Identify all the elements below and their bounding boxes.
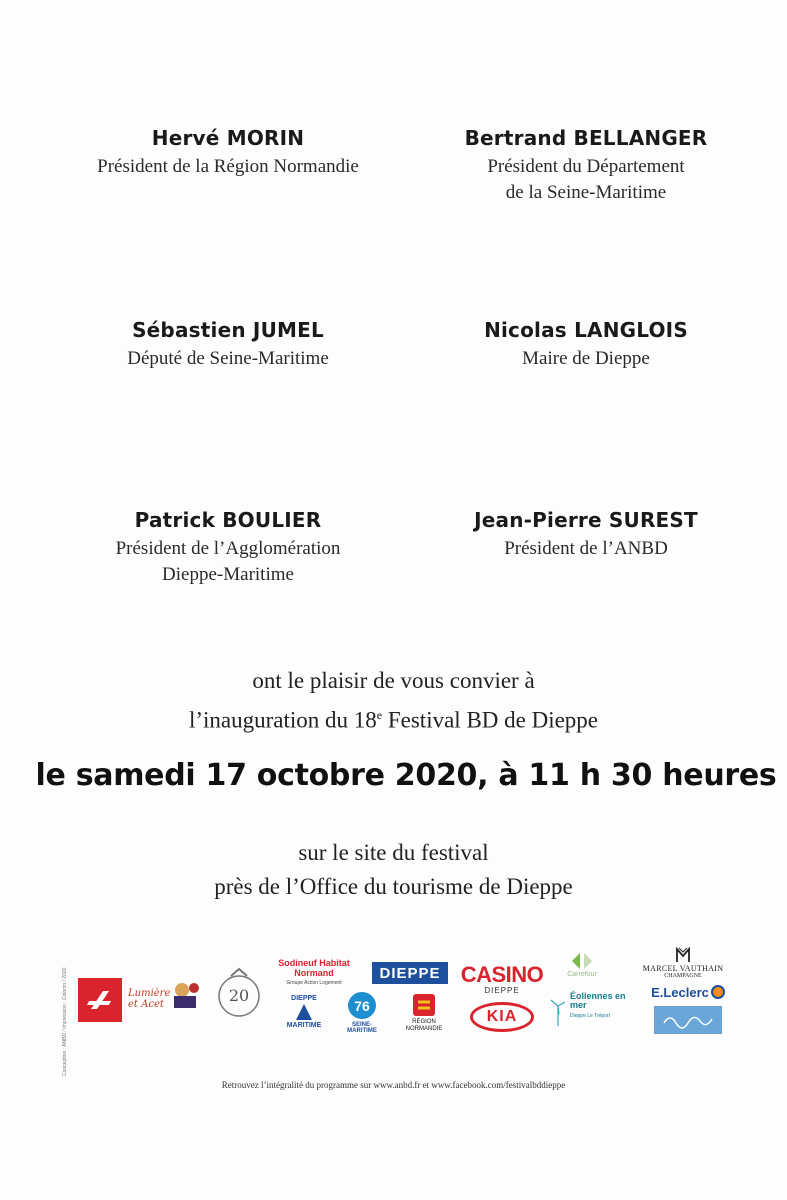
casino-logo — [460, 960, 544, 998]
organizer-bellanger — [416, 126, 756, 206]
sodineuf-label: Sodineuf Habitat Normand — [278, 958, 350, 978]
organizer-title: Président de l’ANBD — [504, 538, 668, 559]
venue-text — [0, 836, 787, 904]
invitation-line-1: ont le plaisir de vous convier à — [252, 668, 535, 693]
lumiere-logo — [128, 976, 202, 1022]
invitation-line-2-start: l’inauguration du 18 — [188, 707, 377, 733]
leclerc-badge — [711, 985, 725, 999]
vauthain-label: MARCEL VAUTHAIN — [642, 963, 724, 973]
lions-icon — [416, 998, 432, 1012]
leclerc-label: E.Leclerc — [651, 984, 709, 1000]
carrefour-logo — [558, 946, 606, 982]
invitation-line-2 — [0, 698, 787, 738]
invitation-line-2-end: Festival BD de Dieppe — [382, 707, 599, 733]
carrefour-label: Carrefour — [567, 970, 597, 978]
organizer-title: Maire de Dieppe — [522, 348, 650, 369]
caisse-epargne-logo — [78, 978, 122, 1022]
twenty-years-logo — [213, 966, 265, 1018]
dept-number: 76 — [354, 997, 370, 1014]
organizer-name: Bertrand BELLANGER — [464, 126, 708, 150]
ordinal-suffix: e — [376, 708, 383, 722]
venue-line-1: sur le site du festival — [298, 840, 489, 865]
windsor-script-icon — [660, 1011, 716, 1029]
ville-dieppe-label: DIEPPE — [379, 964, 441, 982]
eoliennes-label: Éoliennes en mer — [570, 991, 626, 1010]
organizer-surest — [416, 508, 756, 562]
lumiere-label: Lumière et Acet — [128, 988, 171, 1010]
dieppe-label: DIEPPE — [291, 995, 317, 1002]
dieppe-maritime-logo — [284, 990, 324, 1034]
kia-logo — [470, 1002, 534, 1032]
organizer-title: Président de la Région Normandie — [97, 156, 359, 177]
venue-line-2: près de l’Office du tourisme de Dieppe — [214, 874, 573, 899]
casino-label: CASINO — [460, 961, 544, 987]
eoliennes-sub: Dieppe Le Tréport — [570, 1013, 611, 1019]
region-normandie-logo — [398, 992, 450, 1034]
organizer-name: Sébastien JUMEL — [132, 318, 324, 342]
maritime-label: MARITIME — [286, 1022, 322, 1029]
organizer-name: Jean-Pierre SUREST — [474, 508, 698, 532]
event-date: le samedi 17 octobre 2020, à 11 h 30 heures — [35, 758, 777, 793]
organizer-title: Président du Département — [487, 156, 685, 177]
vauthain-logo — [636, 942, 730, 982]
organizer-name: Hervé MORIN — [151, 126, 305, 150]
organizer-title-line2: de la Seine-Maritime — [505, 182, 667, 203]
leclerc-logo — [646, 982, 730, 1002]
carrefour-icon — [568, 951, 596, 971]
organizer-title: Président de l’Agglomération — [115, 538, 341, 559]
organizer-title-line2: Dieppe-Maritime — [162, 564, 294, 585]
sodineuf-group: Groupe Action Logement — [286, 980, 342, 986]
windsor-logo — [654, 1006, 722, 1034]
kia-label: KIA — [486, 1008, 518, 1025]
organizer-boulier — [58, 508, 398, 588]
seine-maritime-logo — [339, 992, 385, 1034]
organizer-morin — [58, 126, 398, 180]
normandie-flag — [413, 994, 435, 1016]
champagne-label: CHAMPAGNE — [664, 972, 702, 979]
sodineuf-logo — [270, 957, 358, 987]
organizer-name: Patrick BOULIER — [134, 508, 322, 532]
ville-dieppe-logo — [372, 962, 448, 984]
squirrel-icon — [83, 983, 117, 1017]
sail-icon — [292, 1002, 316, 1022]
print-credit: Conception : ANBD / Impression : Colorim / 2020 — [62, 967, 68, 1076]
invitation-text — [0, 664, 787, 738]
eoliennes-logo — [546, 990, 626, 1032]
eoliennes-text — [570, 992, 626, 1019]
twenty-label: 20 — [228, 986, 250, 1005]
seine-maritime-label: SEINE-MARITIME — [347, 1022, 377, 1034]
organizer-jumel — [58, 318, 398, 372]
casino-sub: DIEPPE — [484, 985, 520, 995]
comic-illustration-icon — [168, 980, 202, 1010]
wind-turbine-icon — [548, 996, 568, 1028]
dept-badge — [348, 992, 376, 1019]
region-label: RÉGION NORMANDIE — [405, 1018, 443, 1032]
organizer-title: Député de Seine-Maritime — [127, 348, 329, 369]
organizer-name: Nicolas LANGLOIS — [484, 318, 688, 342]
monogram-icon — [674, 946, 692, 964]
program-footer: Retrouvez l’intégralité du programme sur www.anbd.fr et www.facebook.com/festivalbddieppe — [221, 1080, 566, 1090]
organizer-langlois — [416, 318, 756, 372]
